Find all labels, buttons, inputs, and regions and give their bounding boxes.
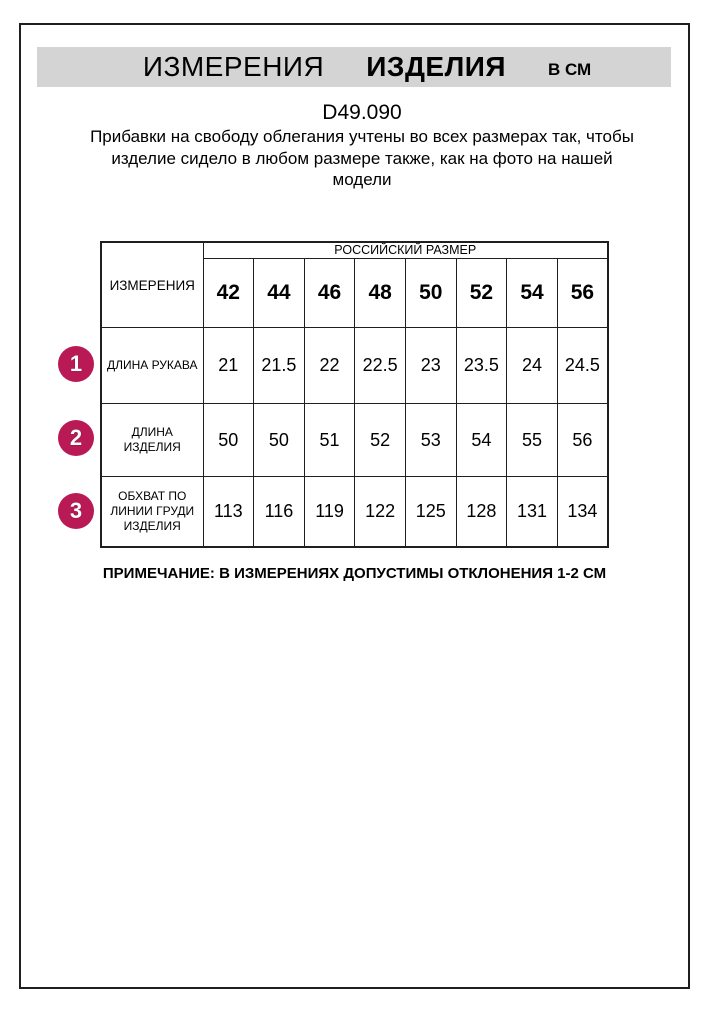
value-cell: 52	[355, 404, 406, 477]
table-row-garment-length	[101, 404, 608, 477]
description-line: Прибавки на свободу облегания учтены во всех размерах так, чтобы	[90, 127, 634, 146]
value-cell: 22.5	[355, 328, 406, 404]
value-cell: 21	[203, 328, 254, 404]
title-bar	[37, 47, 671, 87]
value-cell: 122	[355, 477, 406, 547]
description-line: модели	[332, 170, 392, 189]
row-label-line: ИЗДЕЛИЯ	[123, 518, 181, 533]
value-cell: 21.5	[254, 328, 305, 404]
title-text-product: ИЗДЕЛИЯ	[366, 51, 506, 82]
value-cell: 23	[406, 328, 457, 404]
row-label-line: ЛИНИИ ГРУДИ	[110, 503, 195, 518]
table-row-sleeve-length	[101, 328, 608, 404]
size-group-header-cell: РОССИЙСКИЙ РАЗМЕР	[203, 242, 608, 259]
value-cell: 24.5	[557, 328, 608, 404]
value-cell: 125	[406, 477, 457, 547]
value-cell: 56	[557, 404, 608, 477]
size-header-cell: 52	[456, 259, 507, 328]
table-header-band-row	[101, 242, 608, 259]
size-header-cell: 48	[355, 259, 406, 328]
size-header-cell: 54	[507, 259, 558, 328]
value-cell: 50	[203, 404, 254, 477]
value-cell: 131	[507, 477, 558, 547]
size-header-cell: 46	[304, 259, 355, 328]
badge-number: 1	[69, 351, 83, 376]
size-header-cell: 56	[557, 259, 608, 328]
measurements-header-cell: ИЗМЕРЕНИЯ	[101, 242, 203, 328]
value-cell: 128	[456, 477, 507, 547]
value-cell: 116	[254, 477, 305, 547]
value-cell: 51	[304, 404, 355, 477]
value-cell: 23.5	[456, 328, 507, 404]
row-label-cell	[101, 404, 203, 477]
product-code: D49.090	[322, 101, 402, 124]
row-label-cell	[101, 328, 203, 404]
badge-number: 3	[69, 498, 83, 523]
product-description	[0, 126, 724, 191]
value-cell: 55	[507, 404, 558, 477]
size-header-cell: 44	[254, 259, 305, 328]
title-unit-label: В СМ	[547, 59, 592, 79]
row-label-line: ДЛИНА РУКАВА	[106, 358, 198, 372]
row-label-line: ОБХВАТ ПО	[118, 488, 187, 503]
row-badge-1	[58, 346, 94, 382]
value-cell: 50	[254, 404, 305, 477]
description-line: изделие сидело в любом размере также, как на фото на нашей	[111, 148, 613, 168]
note-text: ПРИМЕЧАНИЕ: В ИЗМЕРЕНИЯХ ДОПУСТИМЫ ОТКЛОНЕНИЯ 1-2 СМ	[102, 565, 607, 582]
size-header-cell: 42	[203, 259, 254, 328]
row-label-line: ДЛИНА	[131, 425, 173, 439]
value-cell: 22	[304, 328, 355, 404]
row-badge-2	[58, 420, 94, 456]
value-cell: 113	[203, 477, 254, 547]
row-badge-3	[58, 493, 94, 529]
value-cell: 54	[456, 404, 507, 477]
badge-number: 2	[69, 425, 83, 450]
value-cell: 119	[304, 477, 355, 547]
value-cell: 134	[557, 477, 608, 547]
value-cell: 53	[406, 404, 457, 477]
row-label-cell	[101, 477, 203, 547]
table-row-chest-girth	[101, 477, 608, 547]
size-table	[100, 241, 609, 548]
value-cell: 24	[507, 328, 558, 404]
size-header-cell: 50	[406, 259, 457, 328]
title-text-measurements: ИЗМЕРЕНИЯ	[142, 51, 325, 82]
row-label-line: ИЗДЕЛИЯ	[123, 440, 181, 454]
